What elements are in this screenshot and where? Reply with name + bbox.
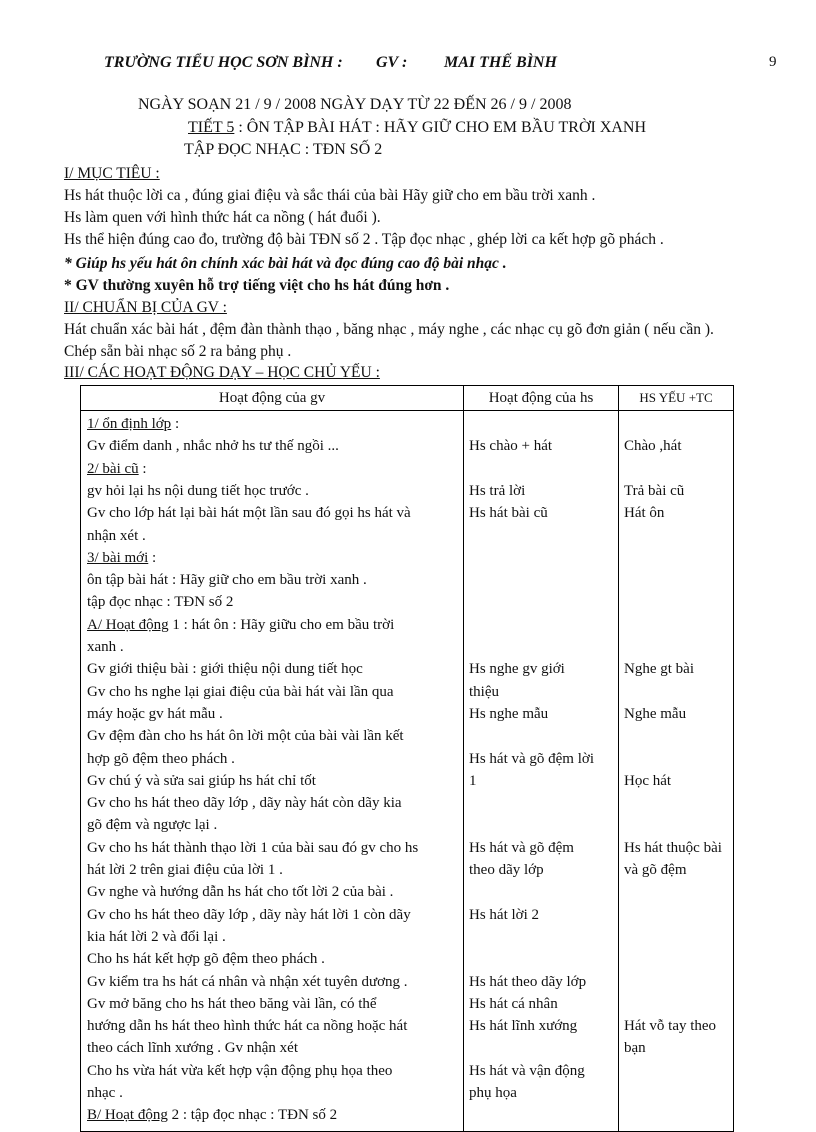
section-label-suffix: 2 : tập đọc nhạc : TĐN số 2 bbox=[167, 1107, 338, 1124]
school-name: TRƯỜNG TIỂU HỌC SƠN BÌNH : bbox=[104, 54, 343, 71]
prep-line: Hát chuẩn xác bài hát , đệm đàn thành thạo , băng nhạc , máy nghe , các nhạc cụ gõ đơn giản ( nếu cần ). bbox=[64, 321, 714, 338]
header-student-activity: Hoạt động của hs bbox=[464, 386, 619, 411]
student-activity-line: Hs nghe gv giới bbox=[469, 661, 565, 678]
teacher-activity-line bbox=[87, 614, 394, 636]
teacher-activity-line: Cho hs vừa hát vừa kết hợp vận động phụ họa theo bbox=[87, 1062, 393, 1079]
teacher-activity-line: Gv cho hs hát thành thạo lời 1 của bài sau đó gv cho hs bbox=[87, 839, 419, 856]
lesson-subtitle: TẬP ĐỌC NHẠC : TĐN SỐ 2 bbox=[184, 141, 383, 158]
teacher-activity-line: Gv cho hs nghe lại giai điệu của bài hát vài lần qua bbox=[87, 683, 394, 700]
teacher-activity-line: theo cách lĩnh xướng . Gv nhận xét bbox=[87, 1040, 299, 1057]
teacher-activity-line: Gv chú ý và sửa sai giúp hs hát chỉ tốt bbox=[87, 772, 316, 789]
lesson-title-text: : ÔN TẬP BÀI HÁT : HÃY GIỮ CHO EM BẦU TRỜI XANH bbox=[234, 119, 647, 136]
lesson-dates: NGÀY SOẠN 21 / 9 / 2008 NGÀY DẠY TỪ 22 ĐẾN 26 / 9 / 2008 bbox=[138, 96, 572, 113]
teacher-activity-line: Gv đệm đàn cho hs hát ôn lời một của bài vài lần kết bbox=[87, 728, 404, 745]
teacher-activity-line: tập đọc nhạc : TĐN số 2 bbox=[87, 594, 234, 611]
teacher-activity-line: nhạc . bbox=[87, 1085, 123, 1101]
teacher-activity-line: Gv mở băng cho hs hát theo băng vài lần, có thể bbox=[87, 995, 377, 1012]
student-activity-line: Hs hát và gõ đệm bbox=[469, 839, 574, 856]
teacher-name: MAI THẾ BÌNH bbox=[444, 54, 557, 71]
student-activity-cell bbox=[464, 411, 618, 1131]
prep-line: Chép sẵn bài nhạc số 2 ra bảng phụ . bbox=[64, 343, 292, 360]
teacher-activity-line: nhận xét . bbox=[87, 527, 146, 544]
teacher-activity-line: gõ đệm và ngược lại . bbox=[87, 817, 218, 834]
teacher-activity-line: máy hoặc gv hát mẫu . bbox=[87, 705, 223, 722]
teacher-activity-line bbox=[87, 547, 156, 569]
teacher-activity-line: Gv giới thiệu bài : giới thiệu nội dung tiết học bbox=[87, 661, 363, 678]
student-activity-line: phụ họa bbox=[469, 1085, 517, 1101]
teacher-activity-line: hướng dẫn hs hát theo hình thức hát ca nồng hoặc hát bbox=[87, 1018, 408, 1035]
teacher-activity-cell bbox=[81, 411, 463, 1131]
table-row bbox=[81, 411, 734, 1132]
teacher-activity-line: Gv nghe và hướng dẫn hs hát cho tốt lời 2 của bài . bbox=[87, 884, 394, 901]
table-header-row bbox=[81, 386, 734, 411]
objective-note: * GV thường xuyên hỗ trợ tiếng việt cho hs hát đúng hơn . bbox=[64, 277, 450, 294]
lesson-number: TIẾT 5 bbox=[188, 119, 235, 136]
page-number: 9 bbox=[769, 54, 777, 70]
teacher-activity-line: Gv cho hs hát theo dãy lớp , dãy này hát lời 1 còn dãy bbox=[87, 906, 411, 923]
student-activity-line: theo dãy lớp bbox=[469, 862, 544, 878]
objectives-heading: I/ MỤC TIÊU : bbox=[64, 165, 160, 182]
objective-line: Hs thể hiện đúng cao đo, trường độ bài TĐN số 2 . Tập đọc nhạc , ghép lời ca kết hợp gõ phách . bbox=[64, 231, 664, 248]
objective-line: Hs hát thuộc lời ca , đúng giai điệu và sắc thái của bài Hãy giữ cho em bầu trời xanh . bbox=[64, 187, 596, 204]
teacher-activity-line: Gv kiểm tra hs hát cá nhân và nhận xét tuyên dương . bbox=[87, 973, 408, 990]
teacher-activity-line: kia hát lời 2 và đổi lại . bbox=[87, 928, 226, 945]
weak-student-line: Hát ôn bbox=[624, 505, 665, 522]
weak-student-line: Trả bài cũ bbox=[624, 482, 685, 499]
student-activity-line: Hs hát và vận động bbox=[469, 1062, 585, 1079]
section-label-suffix: : bbox=[148, 549, 157, 566]
student-activity-line: Hs hát và gõ đệm lời bbox=[469, 750, 594, 767]
student-activity-line: Hs hát bài cũ bbox=[469, 505, 548, 522]
header-teacher-activity: Hoạt động của gv bbox=[81, 386, 464, 411]
objective-note: * Giúp hs yếu hát ôn chính xác bài hát và đọc đúng cao độ bài nhạc . bbox=[64, 255, 507, 272]
student-activity-line: Hs chào + hát bbox=[469, 438, 553, 455]
weak-student-line: và gõ đệm bbox=[624, 862, 687, 878]
weak-student-line: Chào ,hát bbox=[624, 438, 682, 455]
weak-student-line: Hát vỗ tay theo bbox=[624, 1018, 717, 1035]
student-activity-line: Hs trả lời bbox=[469, 482, 526, 499]
student-activity-line: 1 bbox=[469, 772, 477, 789]
teacher-activity-line: hợp gõ đệm theo phách . bbox=[87, 750, 235, 767]
prep-heading: II/ CHUẨN BỊ CỦA GV : bbox=[64, 299, 227, 316]
weak-student-line: Hs hát thuộc bài bbox=[624, 839, 722, 856]
header-weak-students: HS YẾU +TC bbox=[619, 386, 734, 411]
teacher-activity-line: Gv điểm danh , nhắc nhở hs tư thế ngồi ... bbox=[87, 438, 339, 455]
section-label-suffix: 1 : hát ôn : Hãy giữu cho em bầu trời bbox=[168, 616, 395, 633]
teacher-label: GV : bbox=[376, 54, 408, 71]
teacher-activity-line bbox=[87, 458, 147, 480]
section-label: A/ Hoạt động bbox=[87, 616, 169, 633]
teacher-activity-line: Gv cho lớp hát lại bài hát một lần sau đó gọi hs hát và bbox=[87, 505, 411, 522]
student-activity-line: Hs hát lĩnh xướng bbox=[469, 1018, 578, 1035]
teacher-activity-line: ôn tập bài hát : Hãy giữ cho em bầu trời xanh . bbox=[87, 572, 367, 589]
activities-table bbox=[80, 385, 734, 1132]
student-activity-line: Hs hát lời 2 bbox=[469, 906, 540, 923]
lesson-title bbox=[188, 119, 646, 137]
student-activity-line: Hs nghe mẫu bbox=[469, 705, 549, 722]
weak-student-line: bạn bbox=[624, 1040, 646, 1057]
section-label-suffix: : bbox=[171, 416, 180, 432]
teacher-activity-line: Cho hs hát kết hợp gõ đệm theo phách . bbox=[87, 951, 325, 968]
student-activity-line: thiệu bbox=[469, 683, 499, 700]
teacher-activity-line: hát lời 2 trên giai điệu của lời 1 . bbox=[87, 862, 283, 878]
teacher-activity-line bbox=[87, 413, 179, 435]
section-label-suffix: : bbox=[138, 460, 147, 477]
objective-line: Hs làm quen với hình thức hát ca nồng ( hát đuổi ). bbox=[64, 209, 381, 226]
section-label: 3/ bài mới bbox=[87, 549, 149, 566]
section-label: 1/ ổn định lớp bbox=[87, 416, 172, 432]
section-label: B/ Hoạt động bbox=[87, 1107, 168, 1124]
weak-student-line: Học hát bbox=[624, 772, 672, 789]
teacher-activity-line: xanh . bbox=[87, 639, 124, 655]
section-label: 2/ bài cũ bbox=[87, 460, 139, 477]
weak-student-line: Nghe gt bài bbox=[624, 661, 694, 678]
student-activity-line: Hs hát cá nhân bbox=[469, 995, 558, 1012]
teacher-activity-line: gv hỏi lại hs nội dung tiết học trước . bbox=[87, 482, 309, 499]
weak-student-line: Nghe mẫu bbox=[624, 705, 687, 722]
teacher-activity-line: Gv cho hs hát theo dãy lớp , dãy này hát còn dãy kia bbox=[87, 795, 402, 812]
activities-heading: III/ CÁC HOẠT ĐỘNG DẠY – HỌC CHỦ YẾU : bbox=[64, 364, 380, 381]
student-activity-line: Hs hát theo dãy lớp bbox=[469, 973, 587, 990]
weak-students-cell bbox=[619, 411, 733, 1131]
